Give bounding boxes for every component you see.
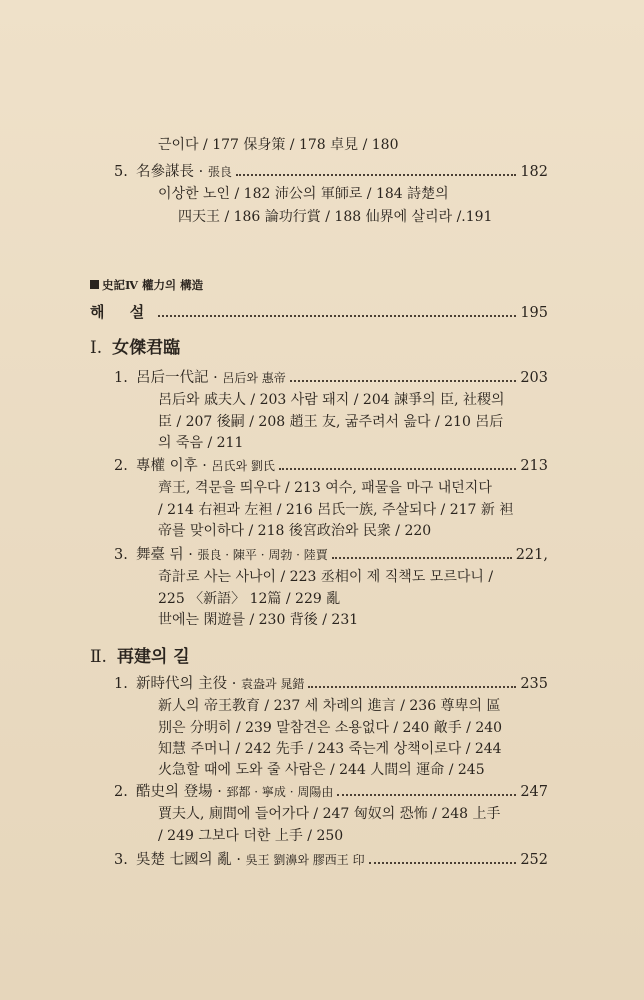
toc-entry <box>114 848 548 869</box>
entry-subtitle: 張良 <box>207 165 232 179</box>
toc-detail-line: 知慧 주머니 / 242 先手 / 243 죽는게 상책이로다 / 244 <box>158 741 502 757</box>
entry-page-number: 221, <box>515 547 548 563</box>
toc-detail-line: 帝를 맞이하다 / 218 後宮政治와 民衆 / 220 <box>158 523 432 539</box>
section-title: 女傑君臨 <box>112 338 181 358</box>
toc-entry <box>114 672 548 693</box>
toc-detail-line: 別은 分明히 / 239 말참견은 소용없다 / 240 敵手 / 240 <box>158 720 503 736</box>
commentary-page-number: 195 <box>520 305 548 321</box>
entry-page-number: 252 <box>520 852 548 868</box>
entry-title <box>136 366 286 387</box>
entry-subtitle: 郅都 · 寧成 · 周陽由 <box>226 785 334 799</box>
leader-dots <box>332 557 512 559</box>
entry-number: 2. <box>114 458 128 474</box>
section-numeral: Ⅱ. <box>90 647 107 667</box>
toc-entry <box>114 366 548 387</box>
section-numeral: Ⅰ. <box>90 338 103 358</box>
part-heading <box>90 277 203 293</box>
entry-page-number: 203 <box>520 370 548 386</box>
toc-detail-line: 臣 / 207 後嗣 / 208 趙王 友, 굶주려서 읊다 / 210 呂后 <box>158 414 504 430</box>
toc-entry <box>114 780 548 801</box>
entry-title-main: 呂后一代記 · <box>136 370 223 386</box>
entry-title <box>136 672 304 693</box>
toc-detail-line: 의 죽음 / 211 <box>158 435 244 451</box>
toc-detail-line: 四天王 / 186 論功行賞 / 188 仙界에 살리라 /.191 <box>178 209 493 225</box>
leader-dots <box>337 794 516 796</box>
entry-title-main: 專權 이후 · <box>136 458 212 474</box>
entry-page-number: 247 <box>520 784 548 800</box>
entry-title <box>136 848 365 869</box>
entry-page-number: 213 <box>520 458 548 474</box>
toc-detail-line: / 214 右袒과 左袒 / 216 呂氏一族, 주살되다 / 217 新 袒 <box>158 502 514 518</box>
toc-detail-line: 齊王, 격문을 띄우다 / 213 여수, 패물을 마구 내던지다 <box>158 480 492 496</box>
toc-detail-line: 火急할 때에 도와 줄 사람은 / 244 人間의 運命 / 245 <box>158 762 485 778</box>
toc-detail-line: 225 〈新語〉 12篇 / 229 亂 <box>158 591 341 607</box>
toc-detail-line: 新人의 帝王教育 / 237 세 차례의 進言 / 236 尊卑의 區 <box>158 698 501 714</box>
toc-detail-line: 賈夫人, 廁間에 들어가다 / 247 匈奴의 恐怖 / 248 上手 <box>158 806 501 822</box>
toc-detail-line: 이상한 노인 / 182 沛公의 軍師로 / 184 詩楚의 <box>158 186 449 202</box>
square-bullet-icon <box>90 280 99 289</box>
entry-subtitle: 呂氏와 劉氏 <box>211 459 275 473</box>
entry-title-main: 新時代의 主役 · <box>136 676 241 692</box>
part-heading-text: 史記Ⅳ 權力의 構造 <box>102 278 204 292</box>
entry-subtitle: 張良 · 陳平 · 周勃 · 陸賈 <box>197 548 328 562</box>
toc-entry <box>114 160 548 181</box>
entry-title <box>136 454 275 475</box>
entry-title-main: 酷史의 登場 · <box>136 784 227 800</box>
section-heading <box>90 642 190 667</box>
entry-number: 1. <box>114 370 128 386</box>
section-heading <box>90 333 180 358</box>
toc-detail-line: 呂后와 戚夫人 / 203 사람 돼지 / 204 諫爭의 臣, 社稷의 <box>158 392 505 408</box>
toc-detail-line: 世에는 閑遊를 / 230 背後 / 231 <box>158 612 359 628</box>
entry-title-main: 舞臺 뒤 · <box>136 547 198 563</box>
toc-detail-line: 奇計로 사는 사나이 / 223 丞相이 제 직책도 모르다니 / <box>158 569 494 585</box>
commentary-entry <box>90 301 548 322</box>
leader-dots <box>308 686 516 688</box>
entry-page-number: 182 <box>520 164 548 180</box>
toc-entry <box>114 543 548 564</box>
leader-dots <box>279 468 516 470</box>
entry-title <box>136 160 232 181</box>
leader-dots <box>158 315 516 317</box>
leader-dots <box>369 862 517 864</box>
entry-number: 1. <box>114 676 128 692</box>
section-title: 再建의 길 <box>116 647 190 667</box>
leader-dots <box>290 380 517 382</box>
entry-subtitle: 吳王 劉濞와 膠西王 印 <box>245 853 365 867</box>
entry-number: 3. <box>114 547 128 563</box>
leader-dots <box>236 174 516 176</box>
entry-page-number: 235 <box>520 676 548 692</box>
entry-title-main: 吳楚 七國의 亂 · <box>136 852 246 868</box>
entry-subtitle: 袁盎과 晁錯 <box>240 677 305 691</box>
toc-entry <box>114 454 548 475</box>
commentary-title: 해 설 <box>90 303 155 321</box>
toc-detail-line: 근이다 / 177 保身策 / 178 卓見 / 180 <box>158 137 399 153</box>
entry-title <box>136 543 328 564</box>
entry-title <box>136 780 333 801</box>
entry-number: 5. <box>114 164 128 180</box>
toc-detail-line: / 249 그보다 더한 上手 / 250 <box>158 828 344 844</box>
entry-number: 2. <box>114 784 128 800</box>
entry-number: 3. <box>114 852 128 868</box>
entry-title-main: 名參謀長 · <box>136 164 208 180</box>
entry-subtitle: 呂后와 惠帝 <box>222 371 286 385</box>
